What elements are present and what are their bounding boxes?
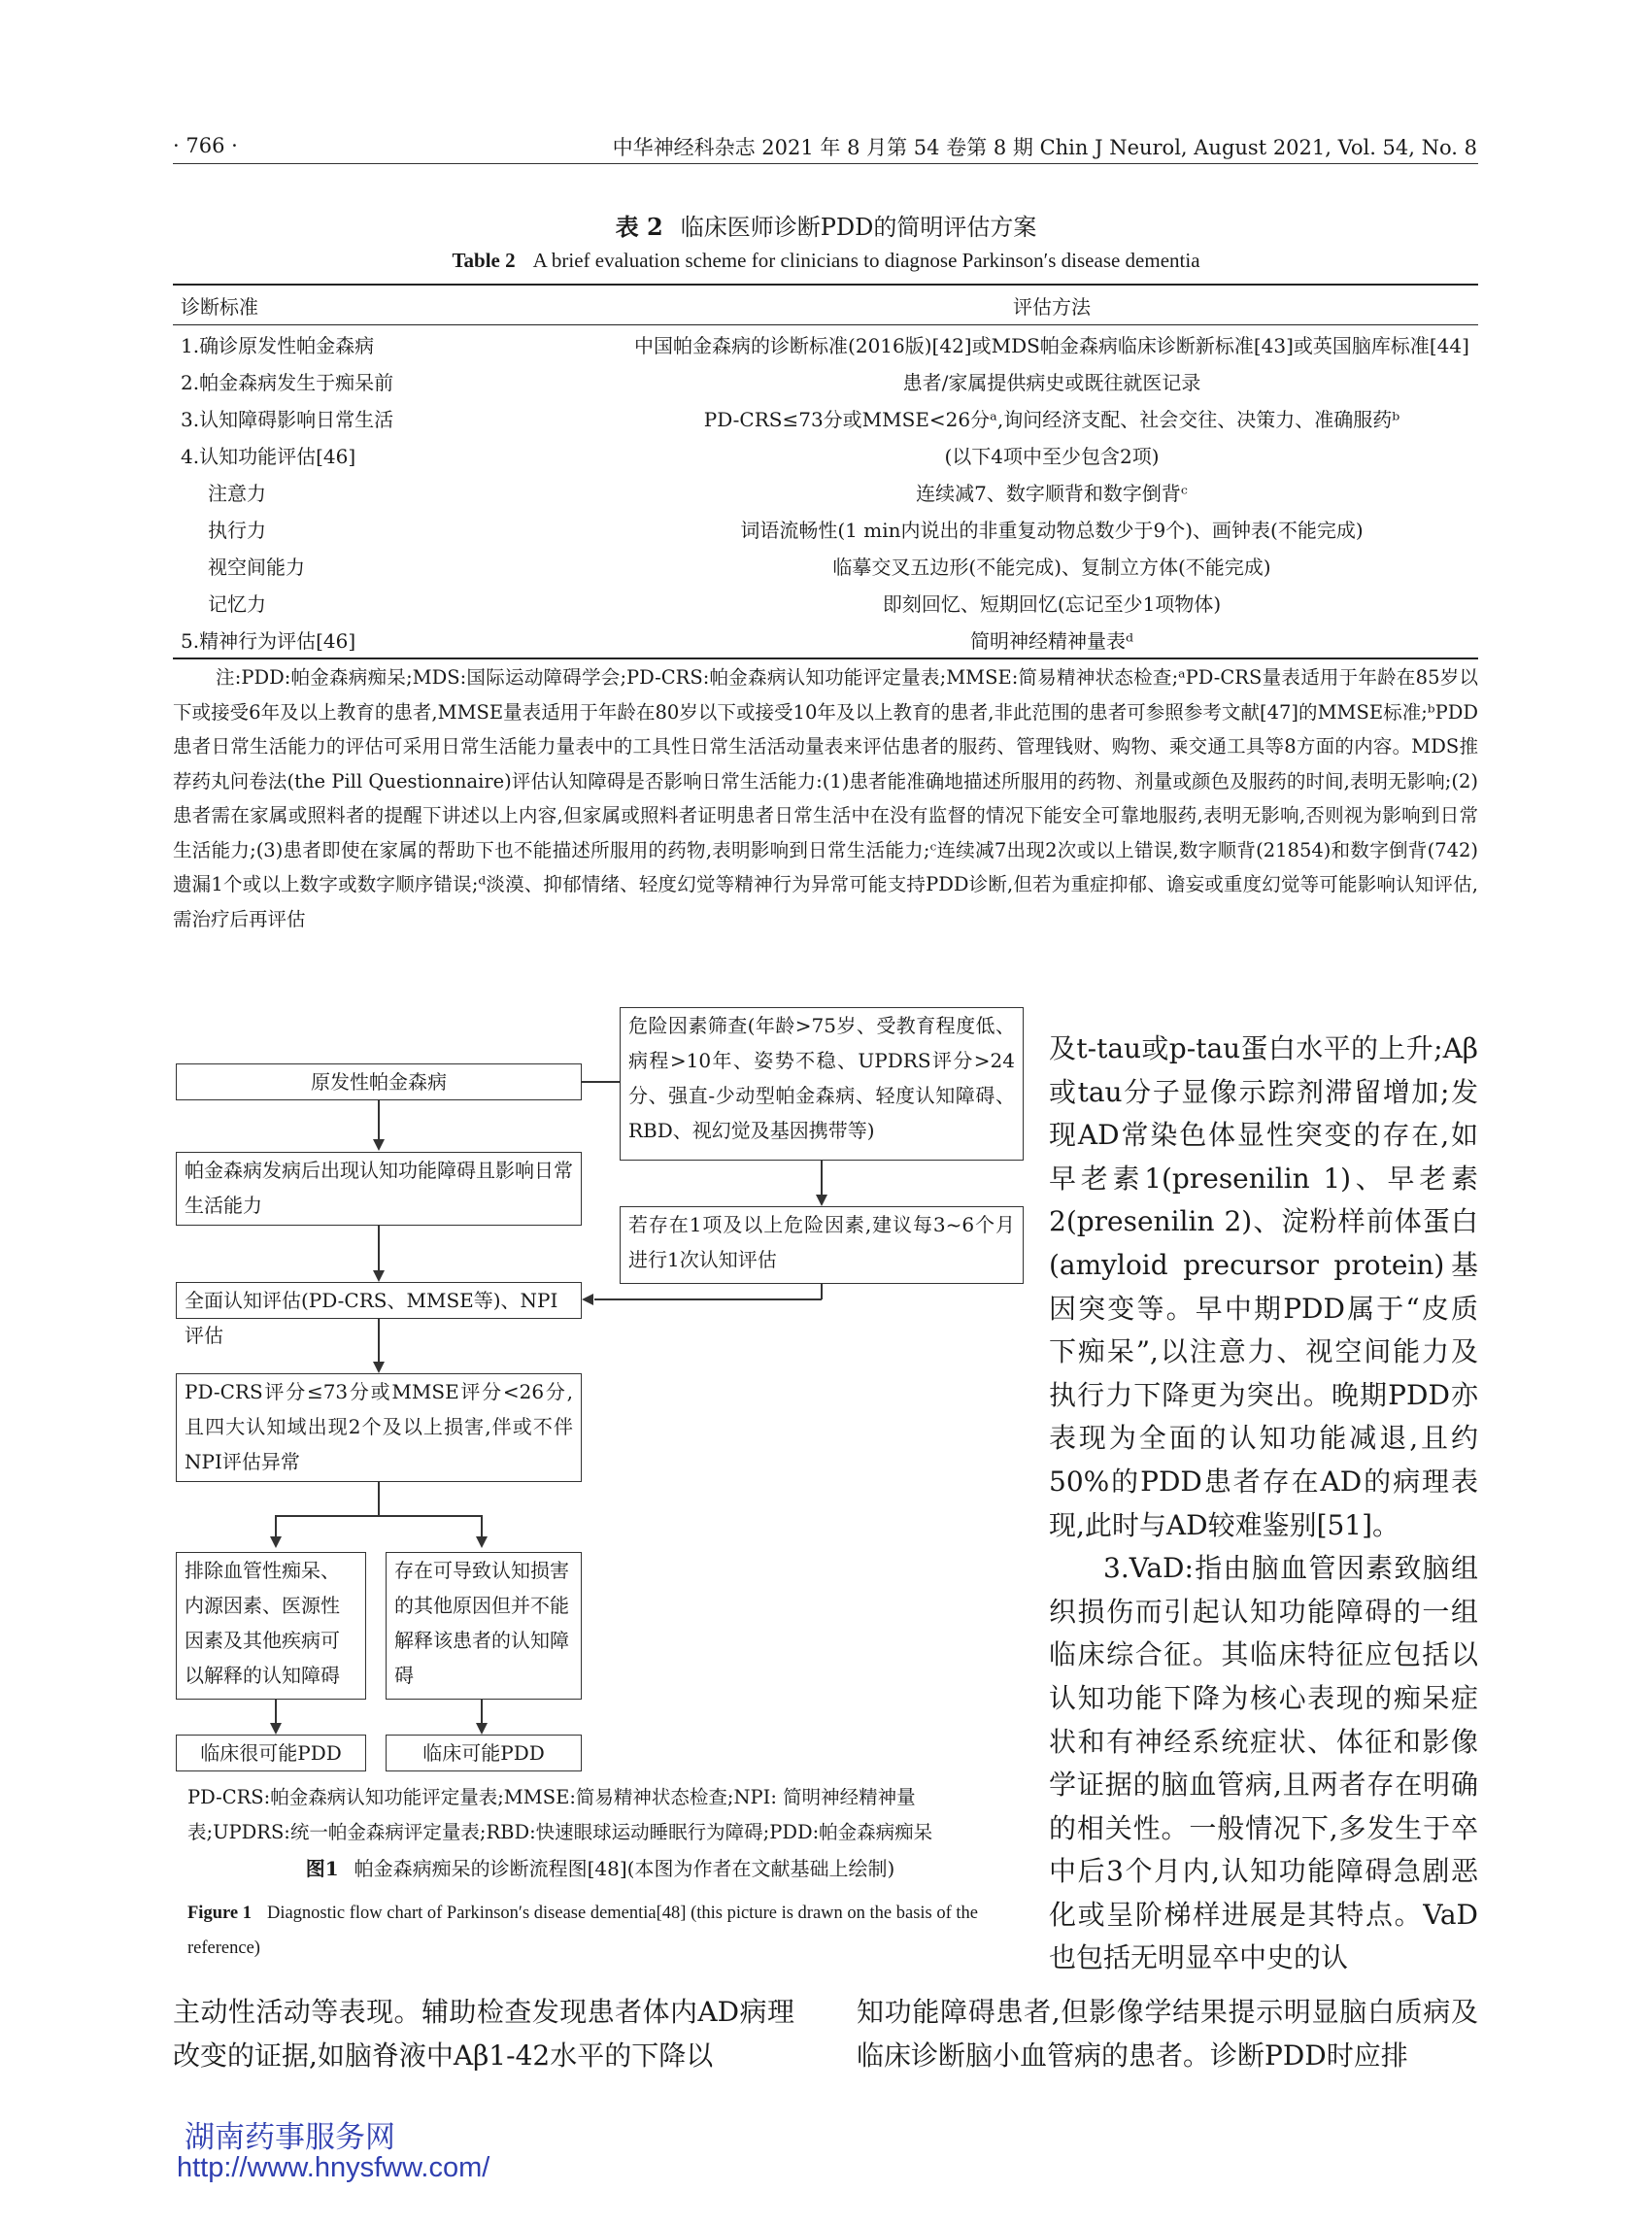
bottom-right-text: 知功能障碍患者,但影像学结果提示明显脑白质病及临床诊断脑小血管病的患者。诊断PDD时应排: [857, 1996, 1478, 2072]
arrow-left-icon: [582, 1294, 593, 1305]
table-cell: PD-CRS≤73分或MMSE<26分ᵃ,询问经济支配、社会交往、决策力、准确服药ᵇ: [703, 407, 1400, 431]
table-row: [173, 325, 1478, 363]
watermark-url[interactable]: http://www.hnysfww.com/: [177, 2152, 490, 2183]
arrow-down-icon: [476, 1723, 488, 1735]
flow-box-other-cause: 存在可导致认知损害的其他原因但并不能解释该患者的认知障碍: [386, 1552, 582, 1700]
table-row: [173, 547, 1478, 584]
table-label-en: Table 2: [452, 249, 516, 272]
body-paragraph: 3.VaD:指由脑血管因素致脑组织损伤而引起认知功能障碍的一组临床综合征。其临床特征应包括以认知功能下降为核心表现的痴呆症状和有神经系统症状、体征和影像学证据的脑血管病,且两者存在明确的相关性。一般情况下,多发生于卒中后3个月内,认知功能障碍急剧恶化或呈阶梯样进展是其特点。VaD也包括无明显卒中史的认: [1049, 1552, 1478, 1974]
table-title-en-text: A brief evaluation scheme for clinicians to diagnose Parkinson′s disease dementia: [532, 249, 1200, 272]
figure-label-en: Figure 1: [187, 1904, 252, 1923]
figure-caption-en: [187, 1896, 1013, 1966]
table-cell: 3.认知障碍影响日常生活: [181, 407, 394, 431]
table-notes: 注:PDD:帕金森病痴呆;MDS:国际运动障碍学会;PD-CRS:帕金森病认知功能评定量表;MMSE:简易精神状态检查;ᵃPD-CRS量表适用于年龄在85岁以下或接受6年及以上教育的患者,MMSE量表适用于年龄在80岁以下或接受10年及以上教育的患者,非此范围的患者可参照参考文献[47]的MMSE标准;ᵇPDD患者日常生活能力的评估可采用日常生活能力量表中的工具性日常生活活动量表来评估患者的服药、管理钱财、购物、乘交通工具等8方面的内容。MDS推荐药丸问卷法(the Pill Questionnaire)评估认知障碍是否影响日常生活能力:(1)患者能准确地描述所服用的药物、剂量或颜色及服药的时间,表明无影响;(2)患者需在家属或照料者的提醒下讲述以上内容,但家属或照料者证明患者日常生活中在没有监督的情况下能安全可靠地服药,表明无影响,否则视为影响到日常生活能力;(3)患者即使在家属的帮助下也不能描述所服用的药物,表明影响到日常生活能力;ᶜ连续减7出现2次或以上错误,数字顺背(21854)和数字倒背(742)遗漏1个或以上数字或数字顺序错误;ᵈ淡漠、抑郁情绪、轻度幻觉等精神行为异常可能支持PDD诊断,但若为重症抑郁、谵妄或重度幻觉等可能影响认知评估,需治疗后再评估: [173, 666, 1478, 930]
flow-connector: [594, 1298, 822, 1300]
table-title-en: [0, 249, 1652, 273]
page-number: · 766 ·: [173, 134, 238, 157]
arrow-down-icon: [270, 1536, 282, 1548]
flow-connector: [481, 1700, 483, 1723]
flow-box-pd: 原发性帕金森病: [176, 1063, 582, 1100]
flow-box-risk: 危险因素筛查(年龄>75岁、受教育程度低、病程>10年、姿势不稳、UPDRS评分>24分、强直-少动型帕金森病、轻度认知障碍、RBD、视幻觉及基因携带等): [620, 1007, 1024, 1161]
table-cell: 1.确诊原发性帕金森病: [181, 333, 375, 357]
table-cell: 词语流畅性(1 min内说出的非重复动物总数少于9个)、画钟表(不能完成): [740, 518, 1364, 542]
table-row: [173, 399, 1478, 436]
table-cell: 2.帕金森病发生于痴呆前: [181, 370, 394, 394]
arrow-down-icon: [373, 1270, 385, 1282]
table-cell: 注意力: [208, 481, 266, 505]
figure-caption-en-text: Diagnostic flow chart of Parkinson′s disease dementia[48] (this picture is drawn on the basis of the reference): [187, 1904, 979, 1958]
flow-box-followup: 若存在1项及以上危险因素,建议每3~6个月进行1次认知评估: [620, 1206, 1024, 1284]
table-row: [173, 473, 1478, 510]
arrow-down-icon: [373, 1362, 385, 1373]
flow-connector: [582, 1081, 620, 1083]
table-title-zh: [0, 208, 1652, 242]
flow-connector: [821, 1161, 823, 1196]
table-cell: 记忆力: [208, 591, 266, 616]
table-cell: 视空间能力: [208, 555, 305, 579]
flow-connector: [821, 1284, 823, 1299]
figure-label-zh: 图1: [305, 1857, 339, 1880]
flow-box-assessment: 全面认知评估(PD-CRS、MMSE等)、NPI评估: [176, 1282, 582, 1319]
table-cell: 4.认知功能评估[46]: [181, 444, 356, 468]
flow-box-impairment: 帕金森病发病后出现认知功能障碍且影响日常生活能力: [176, 1152, 582, 1226]
arrow-down-icon: [373, 1139, 385, 1151]
table-cell: 患者/家属提供病史或既往就医记录: [902, 370, 1201, 394]
arrow-down-icon: [816, 1195, 827, 1206]
flow-connector: [378, 1226, 380, 1270]
evaluation-table: [173, 284, 1478, 659]
flow-connector: [275, 1700, 277, 1723]
flow-connector: [481, 1515, 483, 1536]
flow-connector: [275, 1515, 482, 1517]
table-cell: 简明神经精神量表ᵈ: [625, 621, 1478, 658]
flow-connector: [378, 1319, 380, 1362]
figure-abbreviations: PD-CRS:帕金森病认知功能评定量表;MMSE:简易精神状态检查;NPI: 简明神经精神量表;UPDRS:统一帕金森病评定量表;RBD:快速眼球运动睡眠行为障碍;PDD:帕金森病痴呆: [187, 1786, 933, 1843]
flow-box-exclude: 排除血管性痴呆、内源因素、医源性因素及其他疾病可以解释的认知障碍: [176, 1552, 366, 1700]
table-cell: 中国帕金森病的诊断标准(2016版)[42]或MDS帕金森病临床诊断新标准[43]或英国脑库标准[44]: [634, 333, 1469, 357]
flow-box-probable-pdd: 临床很可能PDD: [176, 1735, 366, 1771]
figure-caption-zh: [173, 1853, 1028, 1881]
table-title-zh-text: 临床医师诊断PDD的简明评估方案: [680, 214, 1037, 241]
table-header-method: 评估方法: [625, 285, 1478, 325]
table-header-row: [173, 285, 1478, 325]
flow-box-criteria: PD-CRS评分≤73分或MMSE评分<26分,且四大认知域出现2个及以上损害,伴或不伴NPI评估异常: [176, 1373, 582, 1482]
journal-header: 中华神经科杂志 2021 年 8 月第 54 卷第 8 期 Chin J Neurol, August 2021, Vol. 54, No. 8: [612, 136, 1477, 159]
table-label-zh: 表 2: [615, 213, 663, 241]
right-column-text: [1049, 1028, 1478, 1980]
table-cell: (以下4项中至少包含2项): [944, 444, 1160, 468]
body-paragraph: 及t-tau或p-tau蛋白水平的上升;Aβ或tau分子显像示踪剂滞留增加;发现AD常染色体显性突变的存在,如早老素1(presenilin 1)、早老素2(presenilin 2)、淀粉样前体蛋白(amyloid precursor protein)基因突变等。早中期PDD属于“皮质下痴呆”,以注意力、视空间能力及执行力下降更为突出。晚期PDD亦表现为全面的认知功能减退,且约50%的PDD患者存在AD的病理表现,此时与AD较难鉴别[51]。: [1049, 1032, 1478, 1541]
flow-connector: [275, 1515, 277, 1536]
table-row: [173, 362, 1478, 399]
table-row: [173, 621, 1478, 658]
table-row: [173, 510, 1478, 547]
table-cell: 5.精神行为评估[46]: [173, 621, 625, 658]
flow-box-possible-pdd: 临床可能PDD: [386, 1735, 582, 1771]
table-cell: 临摹交叉五边形(不能完成)、复制立方体(不能完成): [832, 555, 1271, 579]
table-cell: 连续减7、数字顺背和数字倒背ᶜ: [916, 481, 1188, 505]
table-header-criteria: 诊断标准: [173, 285, 625, 325]
bottom-left-text: 主动性活动等表现。辅助检查发现患者体内AD病理改变的证据,如脑脊液中Aβ1-42水平的下降以: [173, 1996, 794, 2072]
table-cell: 执行力: [208, 518, 266, 542]
flow-connector: [378, 1482, 380, 1515]
table-row: [173, 436, 1478, 473]
flow-connector: [378, 1100, 380, 1139]
table-row: [173, 584, 1478, 621]
arrow-down-icon: [476, 1536, 488, 1548]
header-rule: [173, 163, 1478, 164]
figure-caption-zh-text: 帕金森病痴呆的诊断流程图[48](本图为作者在文献基础上绘制): [354, 1857, 895, 1880]
arrow-down-icon: [270, 1723, 282, 1735]
watermark-name: 湖南药事服务网: [185, 2120, 395, 2155]
table-cell: 即刻回忆、短期回忆(忘记至少1项物体): [882, 591, 1222, 616]
